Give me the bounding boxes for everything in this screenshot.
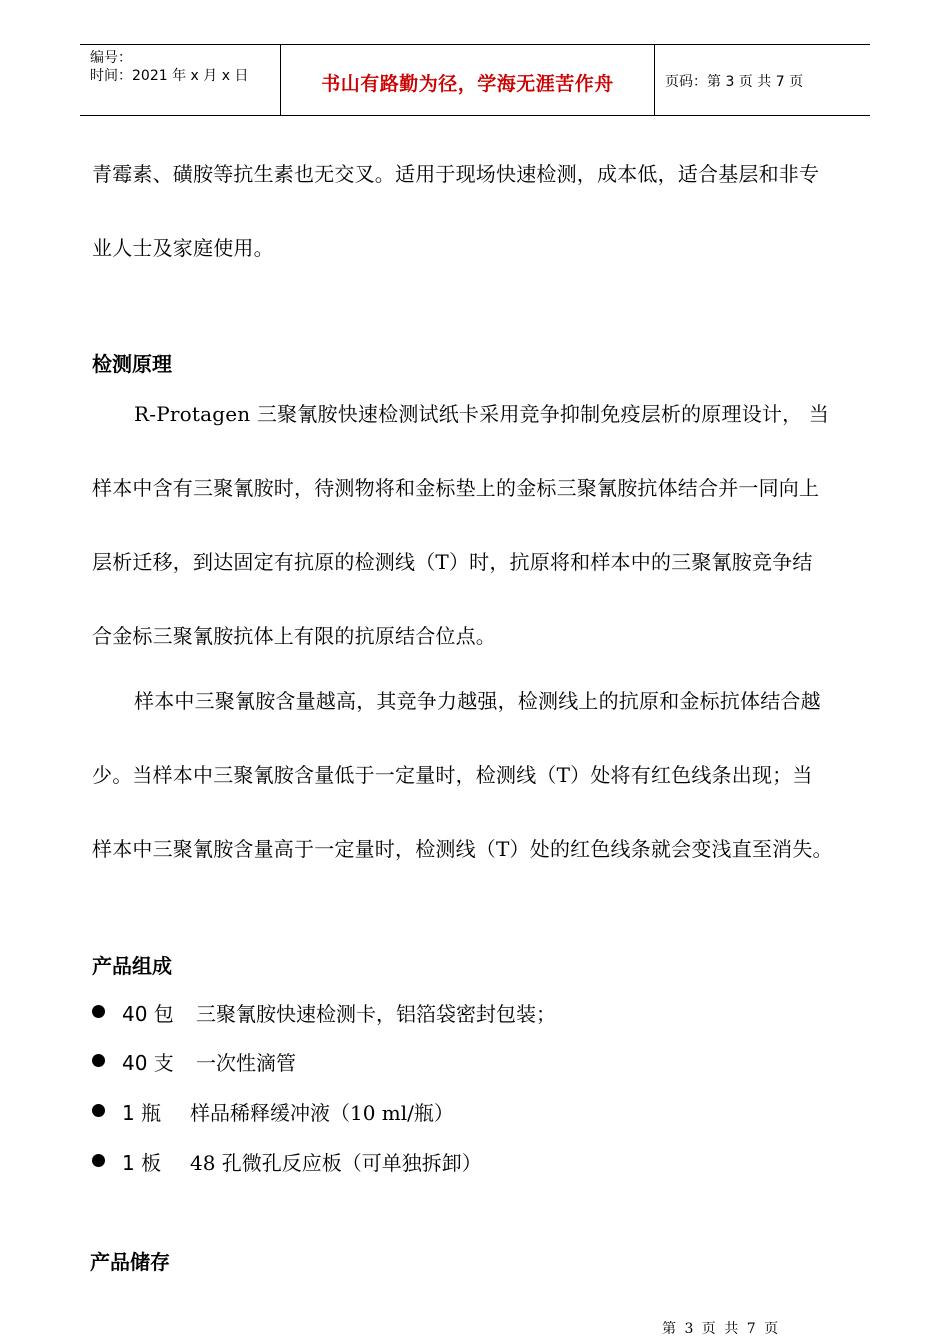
intro-line-2: 业人士及家庭使用。 (92, 236, 274, 260)
document-time-label: 时间：2021 年 x 月 x 日 (90, 68, 249, 84)
item-quantity: 1 板 (122, 1151, 162, 1175)
principle-p2-line-2: 少。当样本中三聚氰胺含量低于一定量时，检测线（T）处将有红色线条出现；当 (92, 763, 813, 787)
section-heading-storage: 产品储存 (90, 1250, 170, 1274)
document-number-label: 编号： (90, 50, 132, 66)
item-description: 三聚氰胺快速检测卡，铝箔袋密封包装； (196, 1002, 556, 1026)
principle-p2-line-1: 样本中三聚氰胺含量越高，其竞争力越强，检测线上的抗原和金标抗体结合越 (134, 689, 821, 713)
principle-p2-line-3: 样本中三聚氰胺含量高于一定量时，检测线（T）处的红色线条就会变浅直至消失。 (92, 837, 833, 861)
item-quantity: 1 瓶 (122, 1101, 162, 1125)
page-footer: 第 3 页 共 7 页 (662, 1321, 781, 1337)
section-heading-principle: 检测原理 (92, 352, 172, 376)
bullet-icon (92, 1104, 105, 1117)
header-page-info: 页码：第 3 页 共 7 页 (665, 74, 804, 90)
principle-p1-line-4: 合金标三聚氰胺抗体上有限的抗原结合位点。 (92, 624, 496, 648)
page-header (80, 44, 870, 116)
header-motto: 书山有路勤为径，学海无涯苦作舟 (321, 73, 614, 95)
principle-p1-line-1: R-Protagen 三聚氰胺快速检测试纸卡采用竞争抑制免疫层析的原理设计， 当 (134, 402, 830, 426)
header-motto-cell (281, 45, 655, 115)
item-description: 一次性滴管 (196, 1051, 296, 1075)
section-heading-composition: 产品组成 (92, 954, 172, 978)
bullet-icon (92, 1054, 105, 1067)
item-quantity: 40 包 (122, 1002, 174, 1026)
bullet-icon (92, 1005, 105, 1018)
header-page-cell (655, 45, 870, 115)
header-info-cell (80, 45, 281, 115)
item-description: 样品稀释缓冲液（10 ml/瓶） (190, 1101, 454, 1125)
bullet-icon (92, 1154, 105, 1167)
principle-p1-line-2: 样本中含有三聚氰胺时，待测物将和金标垫上的金标三聚氰胺抗体结合并一同向上 (92, 476, 820, 500)
item-quantity: 40 支 (122, 1051, 174, 1075)
item-description: 48 孔微孔反应板（可单独拆卸） (190, 1151, 482, 1175)
principle-p1-line-3: 层析迁移，到达固定有抗原的检测线（T）时，抗原将和样本中的三聚氰胺竞争结 (92, 550, 813, 574)
intro-line-1: 青霉素、磺胺等抗生素也无交叉。适用于现场快速检测，成本低，适合基层和非专 (92, 162, 820, 186)
